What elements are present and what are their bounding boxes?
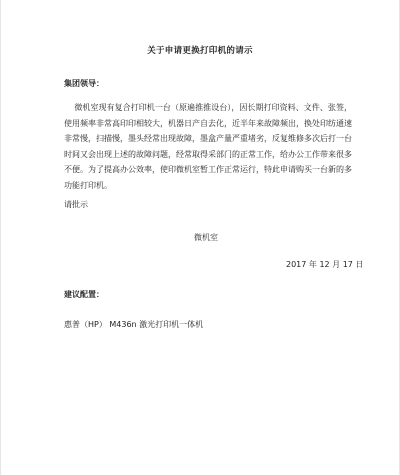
body-paragraph: 微机室现有复合打印机一台（原遍推推设台），因长期打印资料、文件、张签，使用频率非常高印印相较大，机器日产自去化，近半年来故障频出，换处印纺通速非常慢，扫描慢，墨头经常出现故障，墨盒产量严重堵劣，反复维修多次后打一台时间又会出现上述的故障问题，经常取得采部门的正常工作，给办公工作带来很多不便。为了提高办公效率，使印微机室暂工作正常运行，特此申请购买一台新的多功能打印机。	[64, 103, 353, 190]
config-label: 建议配置：	[64, 290, 104, 299]
salutation: 集团领导：	[64, 79, 104, 88]
signature: 微机室	[194, 233, 218, 242]
config-item: 惠普（HP） M436n 激光打印机一体机	[64, 320, 204, 329]
date: 2017 年 12 月 17 日	[286, 260, 364, 269]
document-title: 关于申请更换打印机的请示	[147, 46, 253, 56]
request-line: 请批示	[64, 200, 88, 209]
